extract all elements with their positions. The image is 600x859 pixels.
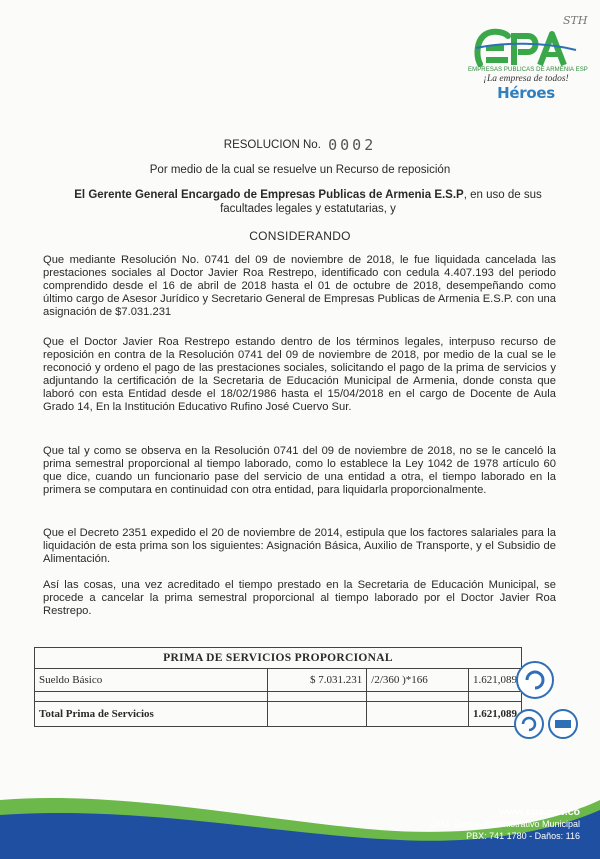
logo-company-name: EMPRESAS PUBLICAS DE ARMENIA ESP <box>468 67 588 73</box>
prima-table <box>34 647 522 727</box>
epa-logo <box>468 28 588 102</box>
paragraph-4: Que el Decreto 2351 expedido el 20 de noviembre de 2014, estipula que los factores salariales para la liquidación de esta prima son los siguientes: Asignación Básica, Auxilio de Transporte, y el Subsidio de Alimentación. <box>43 527 556 565</box>
intro-rest: , en uso de sus facultades legales y estatutarias, y <box>220 189 542 215</box>
intro-statement <box>58 188 558 216</box>
handwritten-annotation: STH <box>563 14 588 27</box>
considerando-heading: CONSIDERANDO <box>249 229 351 243</box>
iqnet-seal-icon <box>547 708 579 740</box>
table-row <box>35 669 522 692</box>
paragraph-1: Que mediante Resolución No. 0741 del 09 de noviembre de 2018, le fue liquidada cancelada las prestaciones sociales al Doctor Javier Roa Restrepo, identificado con cedula 4.407.193 del periodo comprendido desde el 16 de abril de 2018 hasta el 01 de octubre de 2018, desempeñando como último cargo de Asesor Jurídico y Secretario General de Empresas Publicas de Armenia E.S.P. con una asignación de $7.031.231 <box>43 254 556 318</box>
resolution-number: 0002 <box>328 136 377 154</box>
heroes-campaign-logo: Héroes <box>497 84 555 102</box>
icontec-seal-icon <box>515 660 555 700</box>
footer-website: www.epa.gov.co <box>498 806 580 818</box>
table-title: PRIMA DE SERVICIOS PROPORCIONAL <box>35 648 522 669</box>
paragraph-3: Que tal y como se observa en la Resolución 0741 del 09 de noviembre de 2018, no se le canceló la prima semestral proporcional al tiempo laborado, como lo establece la Ley 1042 de 1978 artículo 60 que dice, cuando un funcionario pase del servicio de una entidad a otra, el tiempo laborado en la primera se computara en continuidad con otra entidad, para liquidarla proporcionalmente. <box>43 445 556 496</box>
paragraph-5: Así las cosas, una vez acreditado el tiempo prestado en la Secretaria de Educación Municipal, se procede a cancelar la prima semestral proporcional al tiempo laborado por el Doctor Javier Roa Restrepo. <box>43 579 556 617</box>
resolution-subtitle: Por medio de la cual se resuelve un Recurso de reposición <box>149 164 451 176</box>
table-total-row <box>35 702 522 727</box>
iso-9001-seal-icon <box>513 708 545 740</box>
footer-address: CAM. Centro Administrativo Municipal <box>428 819 580 829</box>
row-total: 1.621,089 <box>469 669 522 692</box>
intro-authority: El Gerente General Encargado de Empresas Publicas de Armenia E.S.P <box>74 189 464 201</box>
row-amount: $ 7.031.231 <box>268 669 367 692</box>
resolution-label: RESOLUCION No. <box>223 139 321 151</box>
row-label: Sueldo Básico <box>35 669 268 692</box>
paragraph-2: Que el Doctor Javier Roa Restrepo estando dentro de los términos legales, interpuso recurso de reposición en contra de la Resolución 0741 del 09 de noviembre de 2018, por medio de la cual se le reconoció y ordeno el pago de las prestaciones sociales, solicitando el pago de la prima de servicios y adjuntando la certificación de la Secretaria de Educación Municipal de Armenia, donde consta que laboró con esta Entidad desde el 18/02/1986 hasta el 15/04/2018 en el cargo de Docente de Aula Grado 14, En la Institución Educativo Rufino José Cuervo Sur. <box>43 336 556 413</box>
footer-contact <box>429 806 580 842</box>
resolution-heading <box>0 134 600 152</box>
certification-badges <box>513 660 583 760</box>
logo-tagline: ¡La empresa de todos! <box>483 74 569 84</box>
epa-logo-mark <box>474 28 578 68</box>
table-spacer-row <box>35 692 522 702</box>
footer-phones: PBX: 741 1780 - Daños: 116 <box>466 831 580 841</box>
total-label: Total Prima de Servicios <box>35 702 268 727</box>
total-value: 1.621,089 <box>469 702 522 727</box>
row-formula: /2/360 )*166 <box>367 669 469 692</box>
